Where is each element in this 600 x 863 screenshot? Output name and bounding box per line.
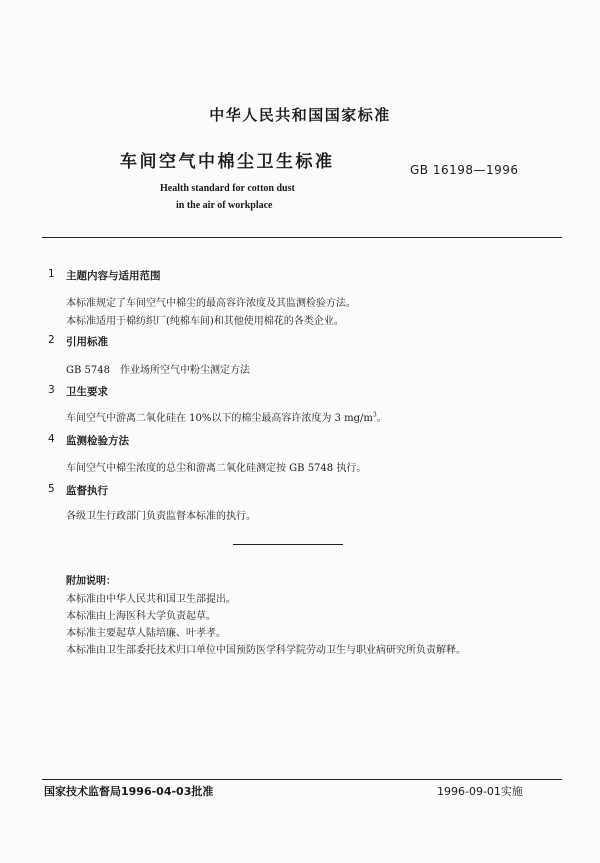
section-5-line-1: 各级卫生行政部门负责监督本标准的执行。 [66,511,256,522]
section-2-line-1: GB 5748 作业场所空气中粉尘测定方法 [66,365,250,376]
section-3-line-superscript: 3 [372,411,377,419]
footer-divider [42,779,562,780]
section-5-heading: 监督执行 [66,485,108,497]
section-3-line-main: 车间空气中游离二氧化硅在 10%以下的棉尘最高容许浓度为 3 mg/m [66,413,373,424]
section-1-line-1: 本标准规定了车间空气中棉尘的最高容许浓度及其监测检验方法。 [66,298,356,309]
section-3-number: 3 [48,384,55,396]
section-5-number: 5 [48,483,55,495]
english-title-line-1: Health standard for cotton dust [160,183,295,194]
section-1-number: 1 [48,268,55,280]
section-4-number: 4 [48,433,55,445]
appendix-heading: 附加说明： [66,576,116,587]
section-4-heading: 监测检验方法 [66,435,129,447]
section-2-number: 2 [48,334,55,346]
section-1-line-2: 本标准适用于棉纺织厂(纯棉车间)和其他使用棉花的各类企业。 [66,316,344,327]
standard-title: 车间空气中棉尘卫生标准 [120,152,335,172]
appendix-line-3: 本标准主要起草人陆培廉、叶孝孝。 [66,628,226,639]
section-3-heading: 卫生要求 [66,386,108,398]
section-2-heading: 引用标准 [66,336,108,348]
section-3-line-1 [66,409,387,424]
approval-date: 国家技术监督局1996-04-03批准 [44,785,214,798]
english-title-line-2: in the air of workplace [176,200,273,211]
section-3-line-end: 。 [376,413,387,424]
appendix-line-4: 本标准由卫生部委托技术归口单位中国预防医学科学院劳动卫生与职业病研究所负责解释。 [66,645,466,656]
implementation-date: 1996-09-01实施 [437,785,523,798]
standard-code: GB 16198—1996 [410,163,519,177]
issuing-country-standard-title: 中华人民共和国国家标准 [209,106,391,124]
section-end-divider [233,544,343,545]
appendix-line-2: 本标准由上海医科大学负责起草。 [66,611,216,622]
section-1-heading: 主题内容与适用范围 [66,270,161,282]
header-divider [42,237,562,238]
section-4-line-1: 车间空气中棉尘浓度的总尘和游离二氧化硅测定按 GB 5748 执行。 [66,463,367,474]
appendix-line-1: 本标准由中华人民共和国卫生部提出。 [66,594,236,605]
